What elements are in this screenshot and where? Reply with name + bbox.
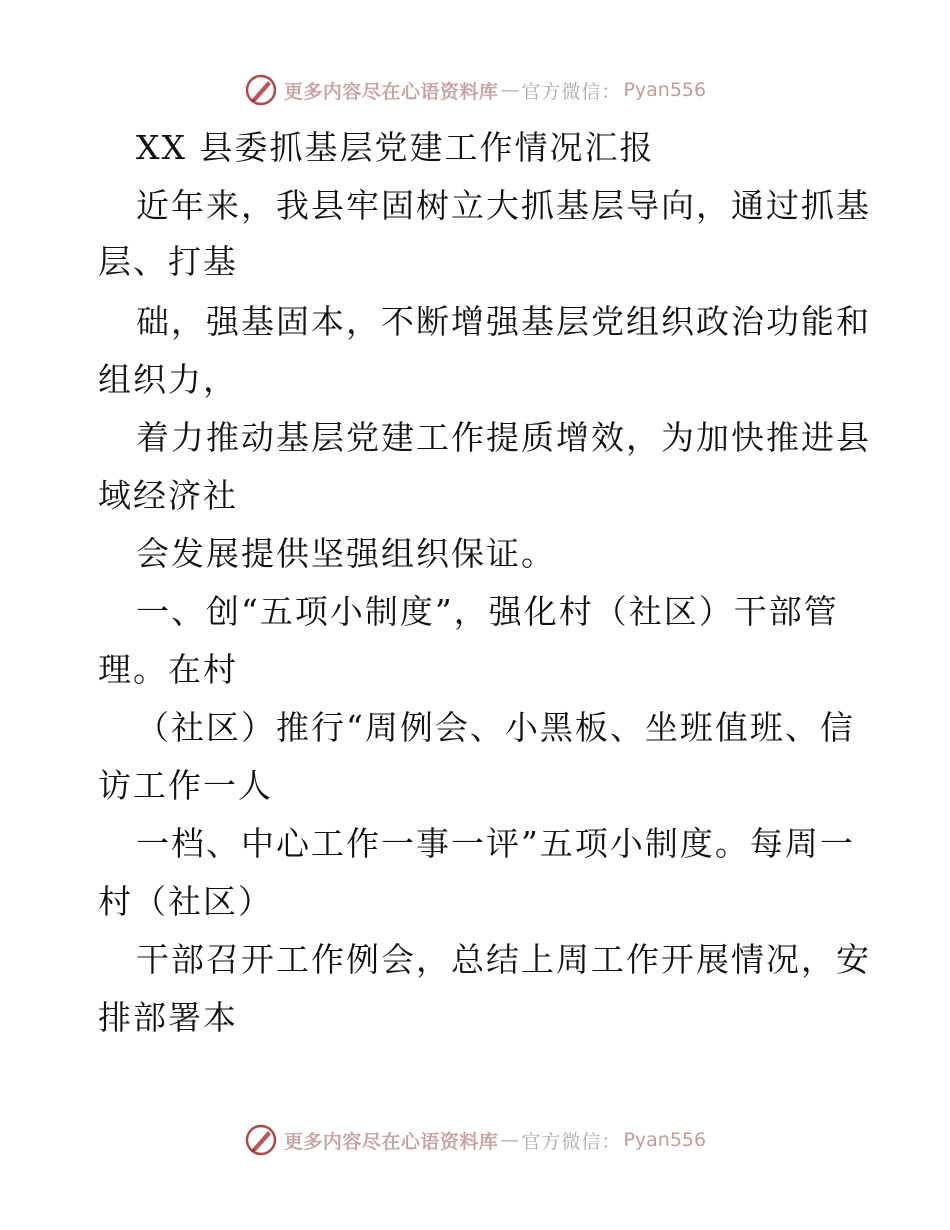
paragraph-line: 一档、中心工作一事一评”五项小制度。每周一 <box>136 824 855 863</box>
paragraph-line: 组织力， <box>98 360 238 399</box>
watermark-wechat-id: Pyan556 <box>623 1129 707 1151</box>
paragraph-line: 会发展提供坚强组织保证。 <box>136 534 556 573</box>
watermark-text-cn: 更多内容尽在心语资料库 <box>283 80 499 103</box>
paragraph-line: 层、打基 <box>98 242 238 281</box>
paragraph-line: 干部召开工作例会，总结上周工作开展情况，安 <box>136 940 871 979</box>
paragraph-line: 理。在村 <box>98 650 238 689</box>
paragraph-line: 础，强基固本，不断增强基层党组织政治功能和 <box>136 302 871 341</box>
watermark-text-cn: 更多内容尽在心语资料库 <box>283 1130 499 1153</box>
document-title: XX 县委抓基层党建工作情况汇报 <box>136 128 655 167</box>
footer-watermark <box>0 1120 950 1160</box>
section-heading-line: 一、创“五项小制度”，强化村（社区）干部管 <box>136 592 839 631</box>
watermark-wechat-label: 官方微信： <box>521 1130 622 1153</box>
paragraph-line: 域经济社 <box>98 476 238 515</box>
watermark-dash: — <box>500 1129 520 1151</box>
watermark-wechat-label: 官方微信： <box>521 80 622 103</box>
paragraph-line: 近年来，我县牢固树立大抓基层导向，通过抓基 <box>136 186 871 225</box>
watermark-dash: — <box>500 79 520 101</box>
paragraph-line: 村（社区） <box>98 882 273 921</box>
paragraph-line: （社区）推行“周例会、小黑板、坐班值班、信 <box>136 708 855 747</box>
paragraph-line: 排部署本 <box>98 998 238 1037</box>
watermark-wechat-id: Pyan556 <box>623 79 707 101</box>
feather-pen-logo-icon <box>244 73 278 107</box>
feather-pen-logo-icon <box>244 1123 278 1157</box>
paragraph-line: 着力推动基层党建工作提质增效，为加快推进县 <box>136 418 871 457</box>
header-watermark <box>0 70 950 110</box>
paragraph-line: 访工作一人 <box>98 766 273 805</box>
